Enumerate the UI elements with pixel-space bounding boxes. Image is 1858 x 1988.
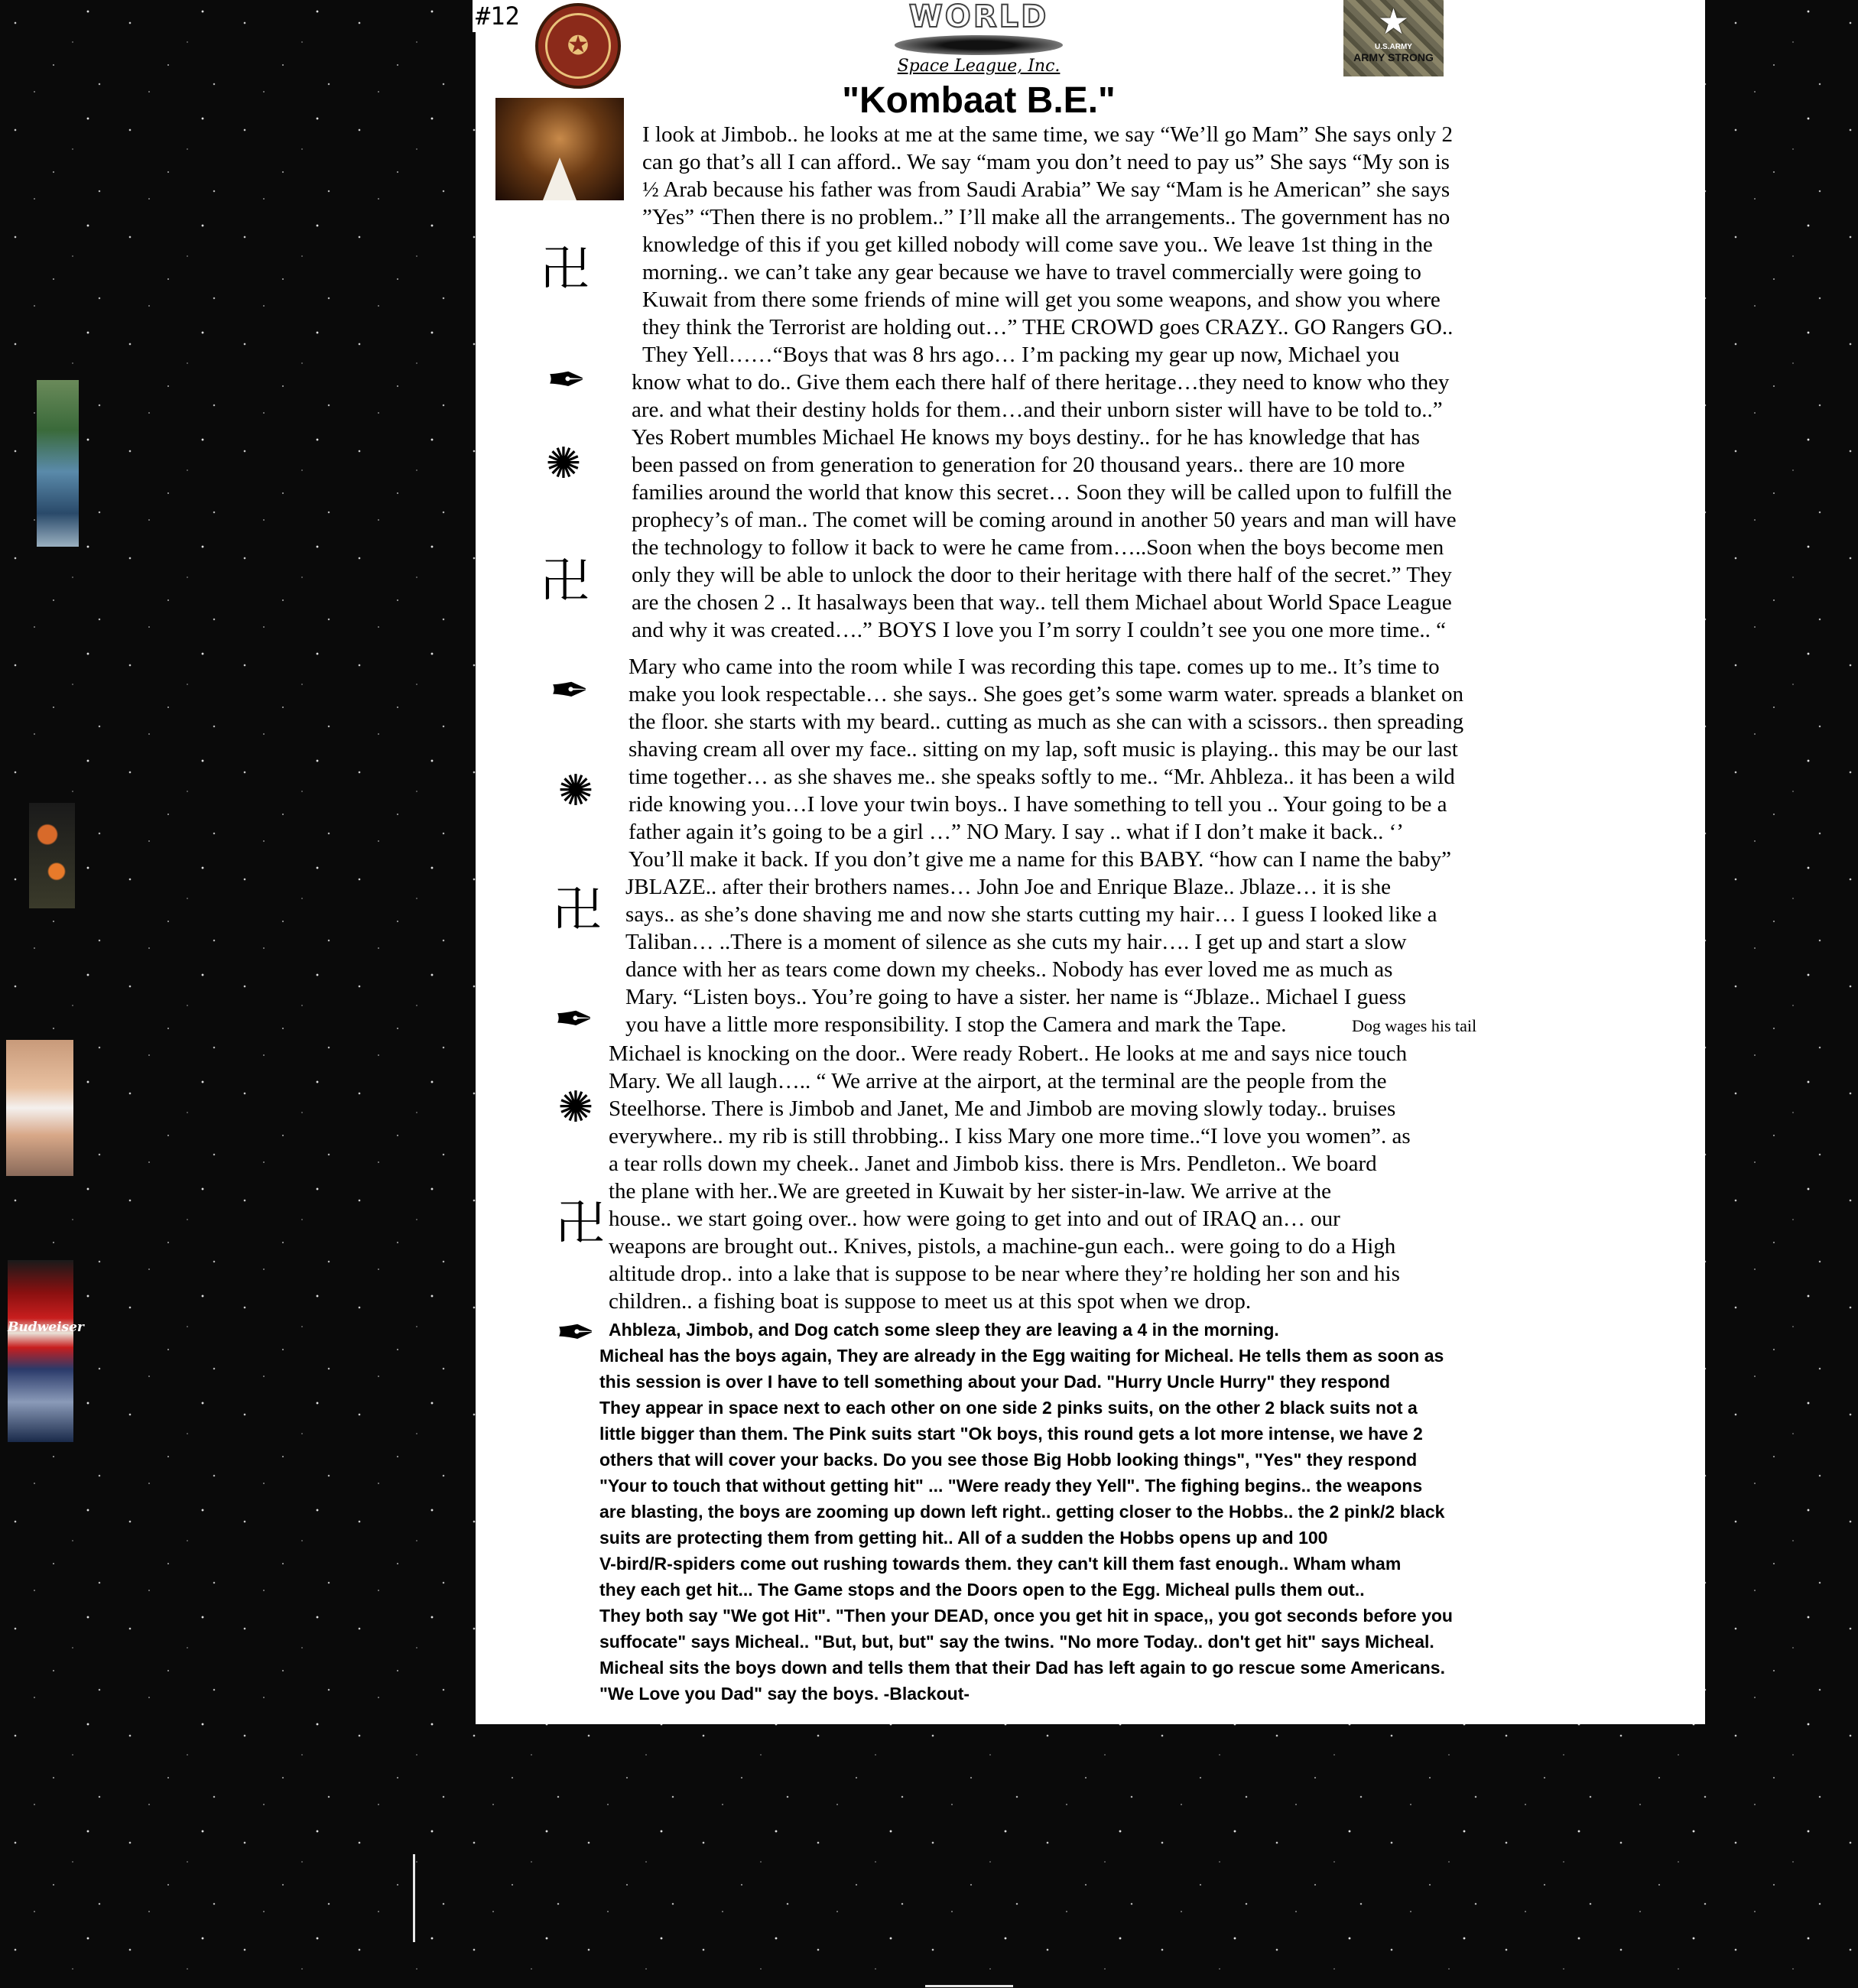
story-line: weapons are brought out.. Knives, pistols, a machine-gun each.. were going to do a High — [609, 1234, 1396, 1259]
story-line: altitude drop.. into a lake that is suppose to be near where they’re holding her son and his — [609, 1262, 1400, 1286]
bold-line: Micheal has the boys again, They are already in the Egg waiting for Micheal. He tells them as soon as — [599, 1346, 1444, 1366]
army-star-icon: ★ — [1377, 2, 1410, 41]
feather-icon: ✒ — [547, 352, 586, 408]
world-space-league-logo — [887, 0, 1070, 84]
eagle-icon: ✪ — [545, 13, 611, 79]
feather-icon: ✒ — [556, 1304, 596, 1360]
bold-line: "We Love you Dad" say the boys. -Blackout- — [599, 1684, 970, 1704]
bold-line: little bigger than them. The Pink suits start "Ok boys, this round gets a lot more intense, we have 2 — [599, 1424, 1423, 1444]
story-line: are. and what their destiny holds for them…and their unborn sister will have to be told to..” — [632, 398, 1443, 422]
story-line: I look at Jimbob.. he looks at me at the same time, we say “We’ll go Mam” She says only 2 — [642, 122, 1453, 147]
story-line: children.. a fishing boat is suppose to meet us at this spot when we drop. — [609, 1289, 1252, 1314]
bold-line: They both say "We got Hit". "Then your DEAD, once you get hit in space,, you got seconds before you — [599, 1606, 1453, 1626]
story-line: Steelhorse. There is Jimbob and Janet, Me and Jimbob are moving slowly today.. bruises — [609, 1096, 1396, 1121]
story-line: know what to do.. Give them each there half of there heritage…they need to know who they — [632, 370, 1450, 395]
story-line: father again it’s going to be a girl …” NO Mary. I say .. what if I don’t make it back.. ‘’ — [629, 820, 1404, 844]
bold-line: "Your to touch that without getting hit" ... "Were ready they Yell". The fighing begins.. the weapons — [599, 1476, 1423, 1496]
wsl-disc-icon — [895, 35, 1063, 55]
army-logo-line1: U.S.ARMY — [1375, 43, 1412, 51]
bold-line: suffocate" says Micheal.. "But, but, but" say the twins. "No more Today.. don't get hit" says Micheal. — [599, 1632, 1434, 1652]
sunburst-icon: ✺ — [557, 766, 594, 816]
document-page — [476, 0, 1705, 1724]
story-line: says.. as she’s done shaving me and now she starts cutting my hair… I guess I looked like a — [625, 902, 1437, 927]
story-line: been passed on from generation to generation for 20 thousand years.. there are 10 more — [632, 453, 1405, 477]
story-line: JBLAZE.. after their brothers names… John Joe and Enrique Blaze.. Jblaze… it is she — [625, 875, 1392, 899]
story-line: Kuwait from there some friends of mine will get you some weapons, and show you where — [642, 287, 1441, 312]
page-title: "Kombaat B.E." — [842, 80, 1116, 121]
army-logo-line2: ARMY STRONG — [1353, 51, 1434, 63]
story-line: Yes Robert mumbles Michael He knows my boys destiny.. for he has knowledge that has — [632, 425, 1420, 450]
wsl-logo-word: WORLD — [908, 0, 1049, 34]
story-line: families around the world that know this secret… Soon they will be called upon to fulfill the — [632, 480, 1452, 505]
portrait-image — [495, 98, 624, 200]
bold-line: They appear in space next to each other on one side 2 pinks suits, on the other 2 black suits not a — [599, 1398, 1418, 1418]
tribal-glyph-icon: 卍 — [541, 554, 590, 610]
army-logo — [1343, 0, 1444, 76]
story-line: Mary. We all laugh….. “ We arrive at the airport, at the terminal are the people from the — [609, 1069, 1387, 1093]
bold-line: others that will cover your backs. Do you see those Big Hobb looking things", "Yes" they respond — [599, 1450, 1418, 1470]
story-line: shaving cream all over my face.. sitting on my lap, soft music is playing.. this may be our last — [629, 737, 1458, 762]
bold-line: Micheal sits the boys down and tells them that their Dad has left again to go rescue some Americans. — [599, 1658, 1445, 1678]
bold-line: suits are protecting them from getting hit.. All of a sudden the Hobbs opens up and 100 — [599, 1528, 1328, 1548]
story-line: a tear rolls down my cheek.. Janet and Jimbob kiss. there is Mrs. Pendleton.. We board — [609, 1152, 1377, 1176]
story-line: Taliban… ..There is a moment of silence as she cuts my hair…. I get up and start a slow — [625, 930, 1407, 954]
feather-icon: ✒ — [554, 991, 594, 1047]
story-line: only they will be able to unlock the door to their heritage with there half of the secret.” They — [632, 563, 1452, 587]
budweiser-thumbnail[interactable] — [8, 1260, 84, 1442]
feather-icon: ✒ — [550, 662, 590, 718]
story-line: knowledge of this if you get killed nobody will come save you.. We leave 1st thing in the — [642, 232, 1433, 257]
story-line: the plane with her..We are greeted in Kuwait by her sister-in-law. We arrive at the — [609, 1179, 1331, 1204]
story-line: You’ll make it back. If you don’t give me a name for this BABY. “how can I name the baby” — [629, 847, 1451, 872]
story-line: Michael is knocking on the door.. Were ready Robert.. He looks at me and says nice touch — [609, 1041, 1408, 1066]
story-line: They Yell……“Boys that was 8 hrs ago… I’m packing my gear up now, Michael you — [642, 343, 1400, 367]
story-line: you have a little more responsibility. I stop the Camera and mark the Tape. — [625, 1012, 1287, 1037]
story-line: the technology to follow it back to were he came from…..Soon when the boys become men — [632, 535, 1444, 560]
story-line: Mary who came into the room while I was recording this tape. comes up to me.. It’s time to — [629, 655, 1440, 679]
story-line: Mary. “Listen boys.. You’re going to have a sister. her name is “Jblaze.. Michael I guess — [625, 985, 1406, 1009]
tribal-glyph-icon: 卍 — [556, 1196, 605, 1252]
sunburst-icon: ✺ — [545, 439, 582, 489]
divider-line — [413, 1854, 415, 1942]
portrait-triangle — [543, 158, 577, 200]
bold-line: are blasting, the boys are zooming up down left right.. getting closer to the Hobbs.. the 2 pink/2 black — [599, 1502, 1445, 1522]
story-line: are the chosen 2 .. It hasalways been that way.. tell them Michael about World Space League — [632, 590, 1452, 615]
story-line: dance with her as tears come down my cheeks.. Nobody has ever loved me as much as — [625, 957, 1393, 982]
story-aside: Dog wages his tail — [1352, 1016, 1477, 1035]
lake-thumbnail[interactable] — [37, 380, 79, 547]
wsl-logo-sub: Space League, Inc. — [897, 57, 1061, 76]
story-line: morning.. we can’t take any gear because we have to travel commercially were going to — [642, 260, 1421, 284]
story-line: house.. we start going over.. how were going to get into and out of IRAQ an… our — [609, 1207, 1340, 1231]
story-line: they think the Terrorist are holding out…” THE CROWD goes CRAZY.. GO Rangers GO.. — [642, 315, 1454, 339]
story-line: time together… as she shaves me.. she speaks softly to me.. “Mr. Ahbleza.. it has been a wild — [629, 765, 1455, 789]
story-line: ½ Arab because his father was from Saudi Arabia” We say “Mam is he American” she says — [642, 177, 1450, 202]
bikini-thumbnail[interactable] — [6, 1040, 73, 1176]
fish-thumbnail[interactable] — [29, 803, 75, 908]
divider-line — [925, 1985, 1013, 1987]
story-line: ride knowing you…I love your twin boys.. I have something to tell you .. Your going to be a — [629, 792, 1447, 817]
story-line: prophecy’s of man.. The comet will be coming around in another 50 years and man will have — [632, 508, 1457, 532]
bold-line: V-bird/R-spiders come out rushing towards them. they can't kill them fast enough.. Wham wham — [599, 1554, 1402, 1574]
page-number: #12 — [473, 0, 538, 32]
story-line: ”Yes” “Then there is no problem..” I’ll make all the arrangements.. The government has no — [642, 205, 1450, 229]
story-line: make you look respectable… she says.. She goes get’s some warm water. spreads a blanket on — [629, 682, 1464, 707]
tribal-glyph-icon: 卍 — [553, 882, 602, 939]
sunburst-icon: ✺ — [557, 1083, 594, 1132]
bold-line: this session is over I have to tell something about your Dad. "Hurry Uncle Hurry" they respond — [599, 1372, 1391, 1392]
story-line: the floor. she starts with my beard.. cutting as much as she can with a scissors.. then spreading — [629, 710, 1464, 734]
tribal-glyph-icon: 卍 — [541, 242, 590, 298]
navy-seal-logo — [535, 3, 621, 89]
story-line: can go that’s all I can afford.. We say “mam you don’t need to pay us” She says “My son is — [642, 150, 1450, 174]
story-line: and why it was created….” BOYS I love you I’m sorry I couldn’t see you one more time.. “ — [632, 618, 1446, 642]
story-line: everywhere.. my rib is still throbbing.. I kiss Mary one more time..“I love you women”. as — [609, 1124, 1411, 1148]
budweiser-label: Budweiser — [8, 1320, 84, 1335]
bold-line: they each get hit... The Game stops and the Doors open to the Egg. Micheal pulls them out.. — [599, 1580, 1365, 1600]
bold-line: Ahbleza, Jimbob, and Dog catch some sleep they are leaving a 4 in the morning. — [609, 1320, 1279, 1340]
